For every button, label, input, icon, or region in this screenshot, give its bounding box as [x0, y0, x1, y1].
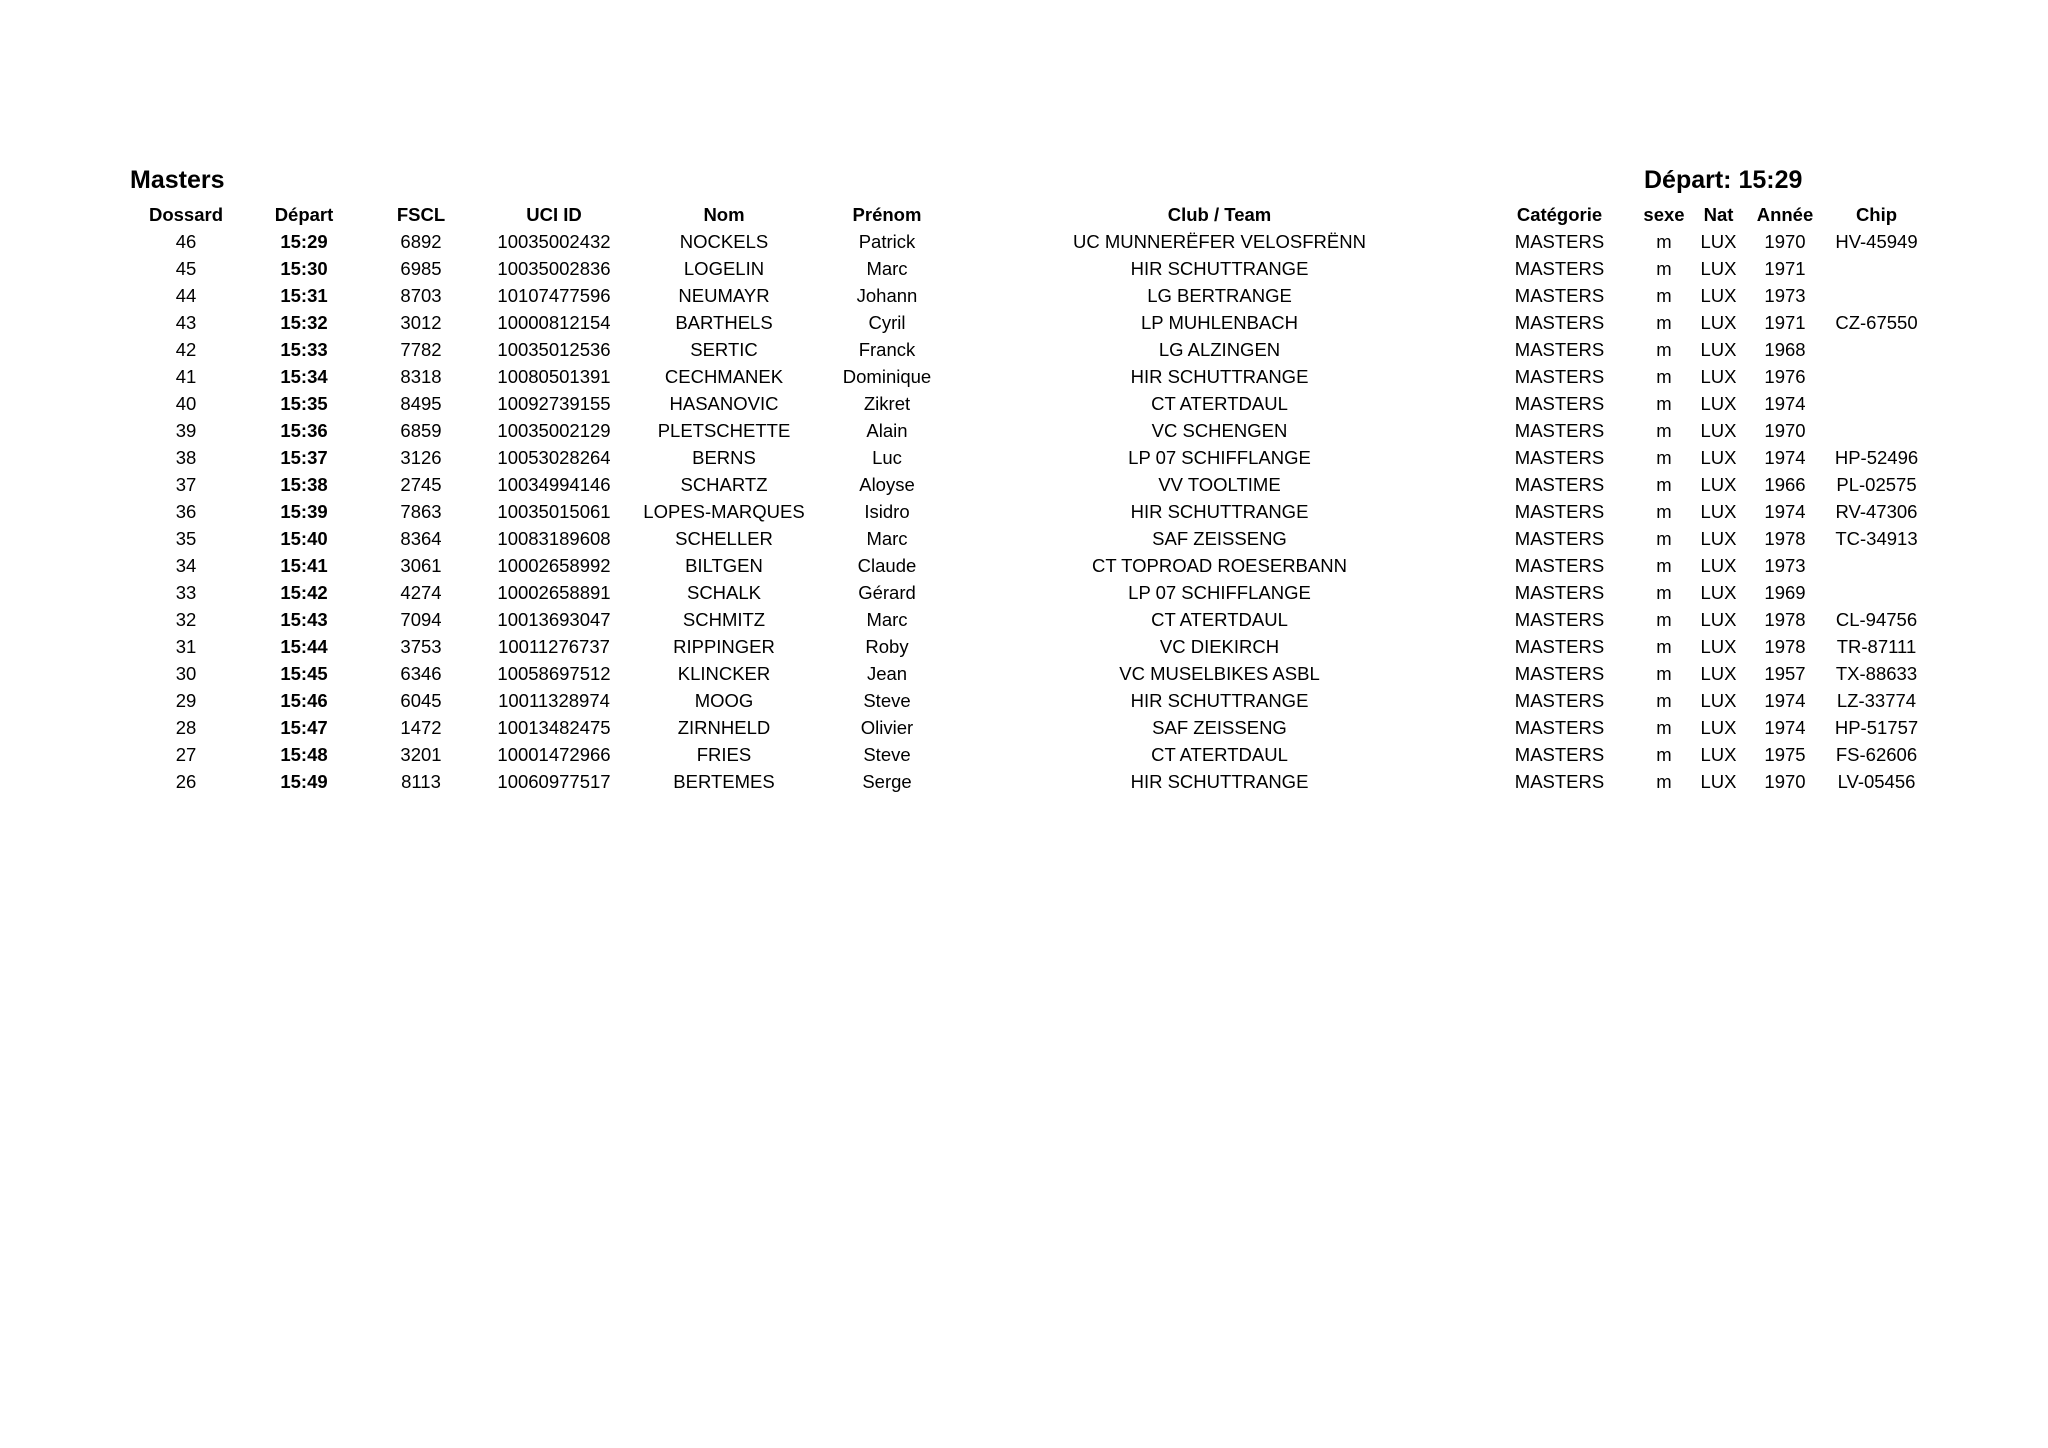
chip-cell: TC-34913 — [1835, 528, 1918, 549]
categorie-cell: MASTERS — [1514, 609, 1605, 630]
dossard-cell: 28 — [175, 717, 197, 738]
uci-id-cell: 10080501391 — [497, 366, 611, 387]
chip-cell — [1823, 579, 1930, 606]
prenom-cell: Alain — [866, 420, 908, 441]
annee-cell: 1974 — [1764, 690, 1806, 711]
depart-time-cell: 15:46 — [280, 690, 328, 711]
uci-id-cell: 10011328974 — [498, 690, 610, 711]
table-row — [130, 336, 1930, 363]
uci-id-cell: 10035012536 — [497, 339, 611, 360]
depart-time-cell: 15:39 — [280, 501, 328, 522]
column-header-dossard: Dossard — [148, 204, 224, 225]
depart-time-cell: 15:45 — [280, 663, 328, 684]
nom-cell: KLINCKER — [677, 663, 771, 684]
chip-cell — [1823, 363, 1930, 390]
fscl-cell: 7863 — [400, 501, 442, 522]
club-team-cell: VC MUSELBIKES ASBL — [1119, 663, 1320, 684]
sexe-cell: m — [1656, 258, 1672, 279]
nom-cell: NEUMAYR — [678, 285, 770, 306]
fscl-cell: 6985 — [400, 258, 442, 279]
table-row — [130, 687, 1930, 714]
categorie-cell: MASTERS — [1514, 501, 1605, 522]
annee-cell: 1971 — [1764, 258, 1806, 279]
nom-cell: SERTIC — [690, 339, 758, 360]
fscl-cell: 8318 — [400, 366, 442, 387]
annee-cell: 1974 — [1764, 447, 1806, 468]
annee-cell: 1970 — [1764, 231, 1806, 252]
fscl-cell: 8703 — [400, 285, 442, 306]
categorie-cell: MASTERS — [1514, 744, 1605, 765]
prenom-cell: Olivier — [860, 717, 914, 738]
table-row — [130, 768, 1930, 795]
annee-cell: 1975 — [1764, 744, 1806, 765]
sexe-cell: m — [1656, 231, 1672, 252]
prenom-cell: Franck — [858, 339, 916, 360]
nat-cell: LUX — [1700, 393, 1737, 414]
categorie-cell: MASTERS — [1514, 231, 1605, 252]
fscl-cell: 8113 — [401, 771, 441, 792]
column-header-chip: Chip — [1855, 204, 1898, 225]
table-row — [130, 741, 1930, 768]
nom-cell: BERTEMES — [673, 771, 775, 792]
club-team-cell: HIR SCHUTTRANGE — [1130, 258, 1309, 279]
table-row — [130, 525, 1930, 552]
table-row — [130, 255, 1930, 282]
page-title: Masters — [130, 166, 225, 194]
club-team-cell: LP 07 SCHIFFLANGE — [1128, 447, 1311, 468]
table-row — [130, 660, 1930, 687]
chip-cell: FS-62606 — [1835, 744, 1918, 765]
dossard-cell: 40 — [175, 393, 197, 414]
fscl-cell: 4274 — [400, 582, 442, 603]
dossard-cell: 44 — [175, 285, 197, 306]
chip-cell — [1823, 336, 1930, 363]
chip-cell: HP-51757 — [1834, 717, 1919, 738]
uci-id-cell: 10058697512 — [497, 663, 611, 684]
depart-heading: Départ: 15:29 — [1644, 166, 1803, 194]
categorie-cell: MASTERS — [1514, 258, 1605, 279]
table-row — [130, 498, 1930, 525]
categorie-cell: MASTERS — [1514, 312, 1605, 333]
uci-id-cell: 10092739155 — [497, 393, 611, 414]
chip-cell: HV-45949 — [1835, 231, 1918, 252]
nat-cell: LUX — [1700, 258, 1737, 279]
depart-time-cell: 15:42 — [280, 582, 328, 603]
dossard-cell: 41 — [175, 366, 197, 387]
annee-cell: 1974 — [1764, 501, 1806, 522]
nom-cell: RIPPINGER — [673, 636, 775, 657]
depart-time-cell: 15:32 — [280, 312, 328, 333]
annee-cell: 1978 — [1764, 636, 1806, 657]
prenom-cell: Marc — [866, 258, 908, 279]
categorie-cell: MASTERS — [1514, 474, 1605, 495]
fscl-cell: 3126 — [400, 447, 442, 468]
club-team-cell: SAF ZEISSENG — [1152, 717, 1287, 738]
fscl-cell: 3012 — [400, 312, 442, 333]
nat-cell: LUX — [1700, 555, 1737, 576]
uci-id-cell: 10107477596 — [497, 285, 611, 306]
uci-id-cell: 10034994146 — [497, 474, 611, 495]
club-team-cell: LP 07 SCHIFFLANGE — [1128, 582, 1311, 603]
categorie-cell: MASTERS — [1514, 528, 1605, 549]
sexe-cell: m — [1656, 555, 1672, 576]
club-team-cell: UC MUNNERËFER VELOSFRËNN — [1073, 231, 1366, 252]
nom-cell: BERNS — [692, 447, 756, 468]
chip-cell: RV-47306 — [1835, 501, 1918, 522]
prenom-cell: Dominique — [842, 366, 932, 387]
nom-cell: SCHMITZ — [682, 609, 766, 630]
club-team-cell: HIR SCHUTTRANGE — [1130, 366, 1309, 387]
annee-cell: 1966 — [1764, 474, 1806, 495]
annee-cell: 1970 — [1764, 420, 1806, 441]
prenom-cell: Claude — [857, 555, 917, 576]
sexe-cell: m — [1656, 447, 1672, 468]
uci-id-cell: 10013693047 — [497, 609, 611, 630]
club-team-cell: LG ALZINGEN — [1158, 339, 1281, 360]
chip-cell: LV-05456 — [1837, 771, 1916, 792]
club-team-cell: LG BERTRANGE — [1147, 285, 1292, 306]
categorie-cell: MASTERS — [1514, 582, 1605, 603]
chip-cell: LZ-33774 — [1836, 690, 1917, 711]
nat-cell: LUX — [1700, 582, 1737, 603]
dossard-cell: 46 — [175, 231, 197, 252]
annee-cell: 1976 — [1764, 366, 1806, 387]
column-header-annee: Année — [1756, 204, 1814, 225]
categorie-cell: MASTERS — [1514, 447, 1605, 468]
table-row — [130, 552, 1930, 579]
nom-cell: ZIRNHELD — [677, 717, 771, 738]
dossard-cell: 38 — [175, 447, 197, 468]
uci-id-cell: 10002658891 — [497, 582, 611, 603]
nom-cell: CECHMANEK — [664, 366, 784, 387]
categorie-cell: MASTERS — [1514, 339, 1605, 360]
nat-cell: LUX — [1700, 771, 1737, 792]
nom-cell: MOOG — [694, 690, 754, 711]
nat-cell: LUX — [1700, 636, 1737, 657]
chip-cell — [1823, 552, 1930, 579]
nat-cell: LUX — [1700, 285, 1737, 306]
uci-id-cell: 10035015061 — [497, 501, 611, 522]
prenom-cell: Roby — [865, 636, 909, 657]
column-header-uci-id: UCI ID — [526, 204, 582, 225]
fscl-cell: 7094 — [400, 609, 442, 630]
sexe-cell: m — [1656, 663, 1672, 684]
nom-cell: SCHALK — [686, 582, 762, 603]
nat-cell: LUX — [1700, 663, 1737, 684]
annee-cell: 1970 — [1764, 771, 1806, 792]
club-team-cell: CT ATERTDAUL — [1151, 744, 1288, 765]
table-row — [130, 417, 1930, 444]
prenom-cell: Luc — [872, 447, 902, 468]
prenom-cell: Marc — [866, 609, 908, 630]
uci-id-cell: 10035002836 — [497, 258, 611, 279]
categorie-cell: MASTERS — [1514, 771, 1605, 792]
table-row — [130, 606, 1930, 633]
annee-cell: 1968 — [1764, 339, 1806, 360]
annee-cell: 1978 — [1764, 609, 1806, 630]
dossard-cell: 26 — [175, 771, 197, 792]
start-list-table — [130, 201, 1930, 795]
categorie-cell: MASTERS — [1514, 393, 1605, 414]
categorie-cell: MASTERS — [1514, 555, 1605, 576]
table-row — [130, 471, 1930, 498]
sexe-cell: m — [1656, 717, 1672, 738]
sexe-cell: m — [1656, 474, 1672, 495]
depart-time-cell: 15:34 — [280, 366, 328, 387]
chip-cell: TR-87111 — [1836, 636, 1917, 657]
fscl-cell: 3061 — [400, 555, 442, 576]
prenom-cell: Steve — [863, 744, 911, 765]
sexe-cell: m — [1656, 285, 1672, 306]
nat-cell: LUX — [1700, 447, 1737, 468]
depart-time-cell: 15:30 — [280, 258, 328, 279]
sexe-cell: m — [1656, 771, 1672, 792]
dossard-cell: 30 — [175, 663, 197, 684]
fscl-cell: 8364 — [400, 528, 442, 549]
sexe-cell: m — [1656, 393, 1672, 414]
depart-time-cell: 15:47 — [280, 717, 328, 738]
uci-id-cell: 10053028264 — [497, 447, 611, 468]
chip-cell — [1823, 390, 1930, 417]
uci-id-cell: 10035002432 — [497, 231, 611, 252]
column-header-nom: Nom — [703, 204, 745, 225]
chip-cell: CL-94756 — [1835, 609, 1918, 630]
categorie-cell: MASTERS — [1514, 663, 1605, 684]
nat-cell: LUX — [1700, 420, 1737, 441]
sexe-cell: m — [1656, 636, 1672, 657]
annee-cell: 1957 — [1764, 663, 1806, 684]
fscl-cell: 6346 — [400, 663, 442, 684]
club-team-cell: HIR SCHUTTRANGE — [1130, 771, 1309, 792]
dossard-cell: 33 — [175, 582, 197, 603]
uci-id-cell: 10035002129 — [497, 420, 611, 441]
nom-cell: NOCKELS — [679, 231, 769, 252]
prenom-cell: Serge — [862, 771, 912, 792]
depart-time-cell: 15:33 — [280, 339, 328, 360]
nat-cell: LUX — [1700, 231, 1737, 252]
nom-cell: PLETSCHETTE — [657, 420, 791, 441]
prenom-cell: Cyril — [868, 312, 906, 333]
sexe-cell: m — [1656, 366, 1672, 387]
column-header-club-team: Club / Team — [1167, 204, 1272, 225]
nat-cell: LUX — [1700, 717, 1737, 738]
fscl-cell: 3753 — [400, 636, 442, 657]
uci-id-cell: 10011276737 — [498, 636, 610, 657]
table-row — [130, 363, 1930, 390]
nom-cell: BARTHELS — [675, 312, 773, 333]
dossard-cell: 39 — [175, 420, 197, 441]
prenom-cell: Jean — [866, 663, 908, 684]
club-team-cell: VV TOOLTIME — [1158, 474, 1281, 495]
sexe-cell: m — [1656, 744, 1672, 765]
depart-time-cell: 15:43 — [280, 609, 328, 630]
dossard-cell: 42 — [175, 339, 197, 360]
table-header-row — [130, 201, 1930, 228]
sexe-cell: m — [1656, 312, 1672, 333]
table-row — [130, 633, 1930, 660]
table-row — [130, 282, 1930, 309]
nom-cell: SCHARTZ — [680, 474, 768, 495]
chip-cell: TX-88633 — [1835, 663, 1918, 684]
depart-time-cell: 15:29 — [280, 231, 328, 252]
sexe-cell: m — [1656, 528, 1672, 549]
depart-time-cell: 15:38 — [280, 474, 328, 495]
club-team-cell: CT ATERTDAUL — [1151, 609, 1288, 630]
fscl-cell: 3201 — [400, 744, 442, 765]
table-row — [130, 714, 1930, 741]
categorie-cell: MASTERS — [1514, 690, 1605, 711]
prenom-cell: Marc — [866, 528, 908, 549]
nat-cell: LUX — [1700, 501, 1737, 522]
depart-time-cell: 15:36 — [280, 420, 328, 441]
club-team-cell: LP MUHLENBACH — [1141, 312, 1298, 333]
dossard-cell: 36 — [175, 501, 197, 522]
prenom-cell: Isidro — [864, 501, 910, 522]
categorie-cell: MASTERS — [1514, 636, 1605, 657]
nom-cell: FRIES — [696, 744, 752, 765]
depart-time-cell: 15:44 — [280, 636, 328, 657]
uci-id-cell: 10013482475 — [497, 717, 611, 738]
annee-cell: 1971 — [1764, 312, 1806, 333]
dossard-cell: 29 — [175, 690, 197, 711]
nom-cell: BILTGEN — [685, 555, 763, 576]
sexe-cell: m — [1656, 582, 1672, 603]
sexe-cell: m — [1656, 690, 1672, 711]
chip-cell: PL-02575 — [1836, 474, 1917, 495]
prenom-cell: Steve — [863, 690, 911, 711]
annee-cell: 1978 — [1764, 528, 1806, 549]
club-team-cell: HIR SCHUTTRANGE — [1130, 501, 1309, 522]
column-header-sexe: sexe — [1643, 204, 1685, 225]
uci-id-cell: 10060977517 — [497, 771, 611, 792]
club-team-cell: SAF ZEISSENG — [1152, 528, 1287, 549]
column-header-depart: Départ — [274, 204, 334, 225]
annee-cell: 1973 — [1764, 555, 1806, 576]
uci-id-cell: 10001472966 — [497, 744, 611, 765]
dossard-cell: 45 — [175, 258, 197, 279]
fscl-cell: 8495 — [400, 393, 442, 414]
fscl-cell: 2745 — [400, 474, 442, 495]
annee-cell: 1974 — [1764, 717, 1806, 738]
prenom-cell: Aloyse — [859, 474, 915, 495]
column-header-categorie: Catégorie — [1516, 204, 1603, 225]
nat-cell: LUX — [1700, 744, 1737, 765]
uci-id-cell: 10000812154 — [497, 312, 611, 333]
chip-cell: CZ-67550 — [1835, 312, 1918, 333]
dossard-cell: 32 — [175, 609, 197, 630]
nat-cell: LUX — [1700, 339, 1737, 360]
nat-cell: LUX — [1700, 312, 1737, 333]
depart-time-cell: 15:48 — [280, 744, 328, 765]
annee-cell: 1974 — [1764, 393, 1806, 414]
dossard-cell: 27 — [175, 744, 197, 765]
nat-cell: LUX — [1700, 528, 1737, 549]
dossard-cell: 34 — [175, 555, 197, 576]
annee-cell: 1973 — [1764, 285, 1806, 306]
fscl-cell: 6045 — [400, 690, 442, 711]
prenom-cell: Zikret — [863, 393, 911, 414]
chip-cell — [1823, 255, 1930, 282]
nom-cell: HASANOVIC — [669, 393, 779, 414]
chip-cell — [1823, 282, 1930, 309]
dossard-cell: 37 — [175, 474, 197, 495]
sexe-cell: m — [1656, 420, 1672, 441]
depart-time-cell: 15:49 — [280, 771, 328, 792]
club-team-cell: VC SCHENGEN — [1151, 420, 1288, 441]
depart-time-cell: 15:31 — [280, 285, 328, 306]
column-header-fscl: FSCL — [396, 204, 446, 225]
chip-cell: HP-52496 — [1834, 447, 1919, 468]
nom-cell: LOPES-MARQUES — [643, 501, 805, 522]
categorie-cell: MASTERS — [1514, 420, 1605, 441]
dossard-cell: 35 — [175, 528, 197, 549]
depart-time-cell: 15:40 — [280, 528, 328, 549]
uci-id-cell: 10083189608 — [497, 528, 611, 549]
fscl-cell: 1472 — [400, 717, 442, 738]
club-team-cell: VC DIEKIRCH — [1159, 636, 1280, 657]
sexe-cell: m — [1656, 339, 1672, 360]
club-team-cell: CT TOPROAD ROESERBANN — [1092, 555, 1347, 576]
table-row — [130, 390, 1930, 417]
categorie-cell: MASTERS — [1514, 366, 1605, 387]
categorie-cell: MASTERS — [1514, 717, 1605, 738]
prenom-cell: Gérard — [858, 582, 916, 603]
club-team-cell: HIR SCHUTTRANGE — [1130, 690, 1309, 711]
fscl-cell: 6892 — [400, 231, 442, 252]
dossard-cell: 43 — [175, 312, 197, 333]
annee-cell: 1969 — [1764, 582, 1806, 603]
depart-time-cell: 15:37 — [280, 447, 328, 468]
categorie-cell: MASTERS — [1514, 285, 1605, 306]
fscl-cell: 6859 — [400, 420, 442, 441]
table-row — [130, 444, 1930, 471]
nat-cell: LUX — [1700, 474, 1737, 495]
prenom-cell: Johann — [856, 285, 918, 306]
table-row — [130, 228, 1930, 255]
nat-cell: LUX — [1700, 366, 1737, 387]
nat-cell: LUX — [1700, 609, 1737, 630]
nom-cell: LOGELIN — [683, 258, 765, 279]
club-team-cell: CT ATERTDAUL — [1151, 393, 1288, 414]
column-header-prenom: Prénom — [852, 204, 922, 225]
nat-cell: LUX — [1700, 690, 1737, 711]
fscl-cell: 7782 — [400, 339, 442, 360]
uci-id-cell: 10002658992 — [497, 555, 611, 576]
sexe-cell: m — [1656, 501, 1672, 522]
chip-cell — [1823, 417, 1930, 444]
table-row — [130, 579, 1930, 606]
column-header-nat: Nat — [1703, 204, 1734, 225]
nom-cell: SCHELLER — [675, 528, 773, 549]
dossard-cell: 31 — [175, 636, 197, 657]
start-list-rows — [130, 228, 1930, 795]
depart-time-cell: 15:35 — [280, 393, 328, 414]
depart-time-cell: 15:41 — [280, 555, 328, 576]
sexe-cell: m — [1656, 609, 1672, 630]
prenom-cell: Patrick — [858, 231, 916, 252]
table-row — [130, 309, 1930, 336]
